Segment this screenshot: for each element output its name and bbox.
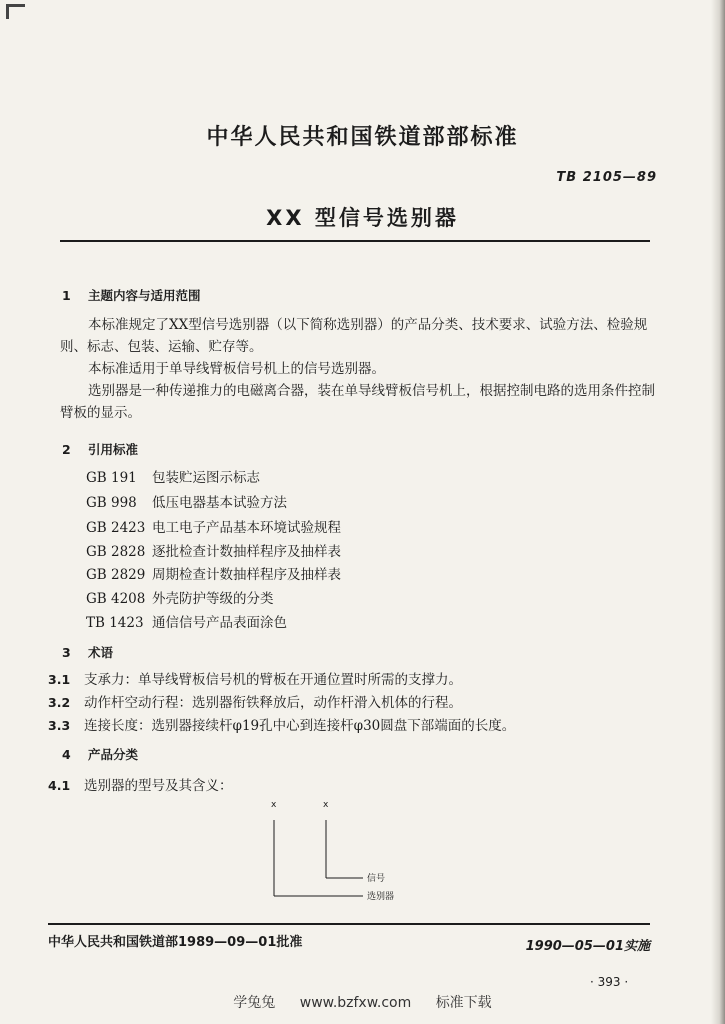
- clause-number: 4.1: [48, 778, 71, 793]
- section-1-paragraph-1: 本标准规定了XX型信号选别器（以下简称选别器）的产品分类、技术要求、试验方法、检验规则、标志、包装、运输、贮存等。: [60, 317, 648, 355]
- designation-mark-signal: x: [323, 800, 329, 810]
- reference-code: GB 4208: [86, 591, 146, 607]
- reference-code: GB 191: [86, 470, 137, 486]
- section-1-paragraph-2: 本标准适用于单导线臂板信号机上的信号选别器。: [88, 361, 385, 377]
- effective-date: 1990—05—01实施: [525, 939, 650, 954]
- term-text: 连接长度：选别器接续杆φ19孔中心到连接杆φ30圆盘下部端面的长度。: [84, 718, 516, 734]
- reference-code: GB 2829: [86, 567, 146, 583]
- section-title: 主题内容与适用范围: [88, 288, 201, 303]
- reference-name: 逐批检查计数抽样程序及抽样表: [152, 544, 341, 560]
- issuing-authority-title: 中华人民共和国铁道部部标准: [206, 125, 519, 150]
- header-divider: [60, 240, 650, 242]
- section-number: 1: [62, 288, 71, 303]
- model-designation-diagram: [265, 798, 425, 908]
- footer-divider: [48, 923, 650, 925]
- clause-4-1: [48, 774, 233, 794]
- reference-name: 低压电器基本试验方法: [152, 495, 287, 511]
- term-definition: [48, 714, 515, 734]
- term-definition: [48, 691, 462, 711]
- section-number: 2: [62, 442, 71, 457]
- reference-standard-row: [86, 466, 260, 486]
- term-text: 支承力：单导线臂板信号机的臂板在开通位置时所需的支撑力。: [84, 672, 462, 688]
- section-title: 产品分类: [88, 747, 139, 762]
- scan-corner-mark: [6, 4, 25, 19]
- document-title: XX 型信号选别器: [266, 206, 459, 230]
- reference-standard-row: [86, 540, 341, 560]
- section-number: 4: [62, 747, 71, 762]
- reference-standard-row: [86, 587, 274, 607]
- reference-name: 包装贮运图示标志: [152, 470, 260, 486]
- reference-standard-row: [86, 516, 341, 536]
- section-2-heading: [62, 440, 138, 458]
- clause-text: 选别器的型号及其含义：: [84, 778, 233, 794]
- approval-statement: 中华人民共和国铁道部1989—09—01批准: [48, 935, 303, 950]
- reference-name: 通信信号产品表面涂色: [152, 615, 287, 631]
- scan-page-edge: [711, 0, 725, 1024]
- watermark-bar: [0, 992, 725, 1012]
- section-title: 引用标准: [88, 442, 139, 457]
- watermark-site-name: 学兔兔: [233, 995, 276, 1011]
- page-number: · 393 ·: [590, 975, 629, 989]
- reference-code: GB 998: [86, 495, 137, 511]
- term-number: 3.3: [48, 718, 71, 733]
- term-number: 3.2: [48, 695, 71, 710]
- reference-code: GB 2423: [86, 520, 146, 536]
- reference-standard-row: [86, 611, 287, 631]
- term-text: 动作杆空动行程：选别器衔铁释放后，动作杆滑入机体的行程。: [84, 695, 462, 711]
- term-number: 3.1: [48, 672, 71, 687]
- reference-name: 外壳防护等级的分类: [152, 591, 274, 607]
- reference-code: TB 1423: [86, 615, 144, 631]
- section-number: 3: [62, 645, 71, 660]
- reference-code: GB 2828: [86, 544, 146, 560]
- section-title: 术语: [88, 645, 114, 660]
- section-1-paragraph-3: 选别器是一种传递推力的电磁离合器，装在单导线臂板信号机上，根据控制电路的选用条件控制臂板的显示。: [60, 383, 655, 421]
- reference-standard-row: [86, 491, 287, 511]
- label-signal: 信号: [367, 874, 386, 884]
- standard-code: TB 2105—89: [556, 170, 657, 185]
- designation-mark-series: x: [271, 800, 277, 810]
- term-definition: [48, 668, 462, 688]
- reference-name: 电工电子产品基本环境试验规程: [152, 520, 341, 536]
- reference-standard-row: [86, 563, 341, 583]
- model-designation-svg: [265, 798, 425, 908]
- section-4-heading: [62, 745, 138, 763]
- watermark-tagline: 标准下载: [435, 995, 492, 1011]
- reference-name: 周期检查计数抽样程序及抽样表: [152, 567, 341, 583]
- watermark-url[interactable]: www.bzfxw.com: [299, 995, 412, 1011]
- section-3-heading: [62, 643, 113, 661]
- section-1-heading: [62, 286, 201, 304]
- label-selector: 选别器: [367, 892, 395, 902]
